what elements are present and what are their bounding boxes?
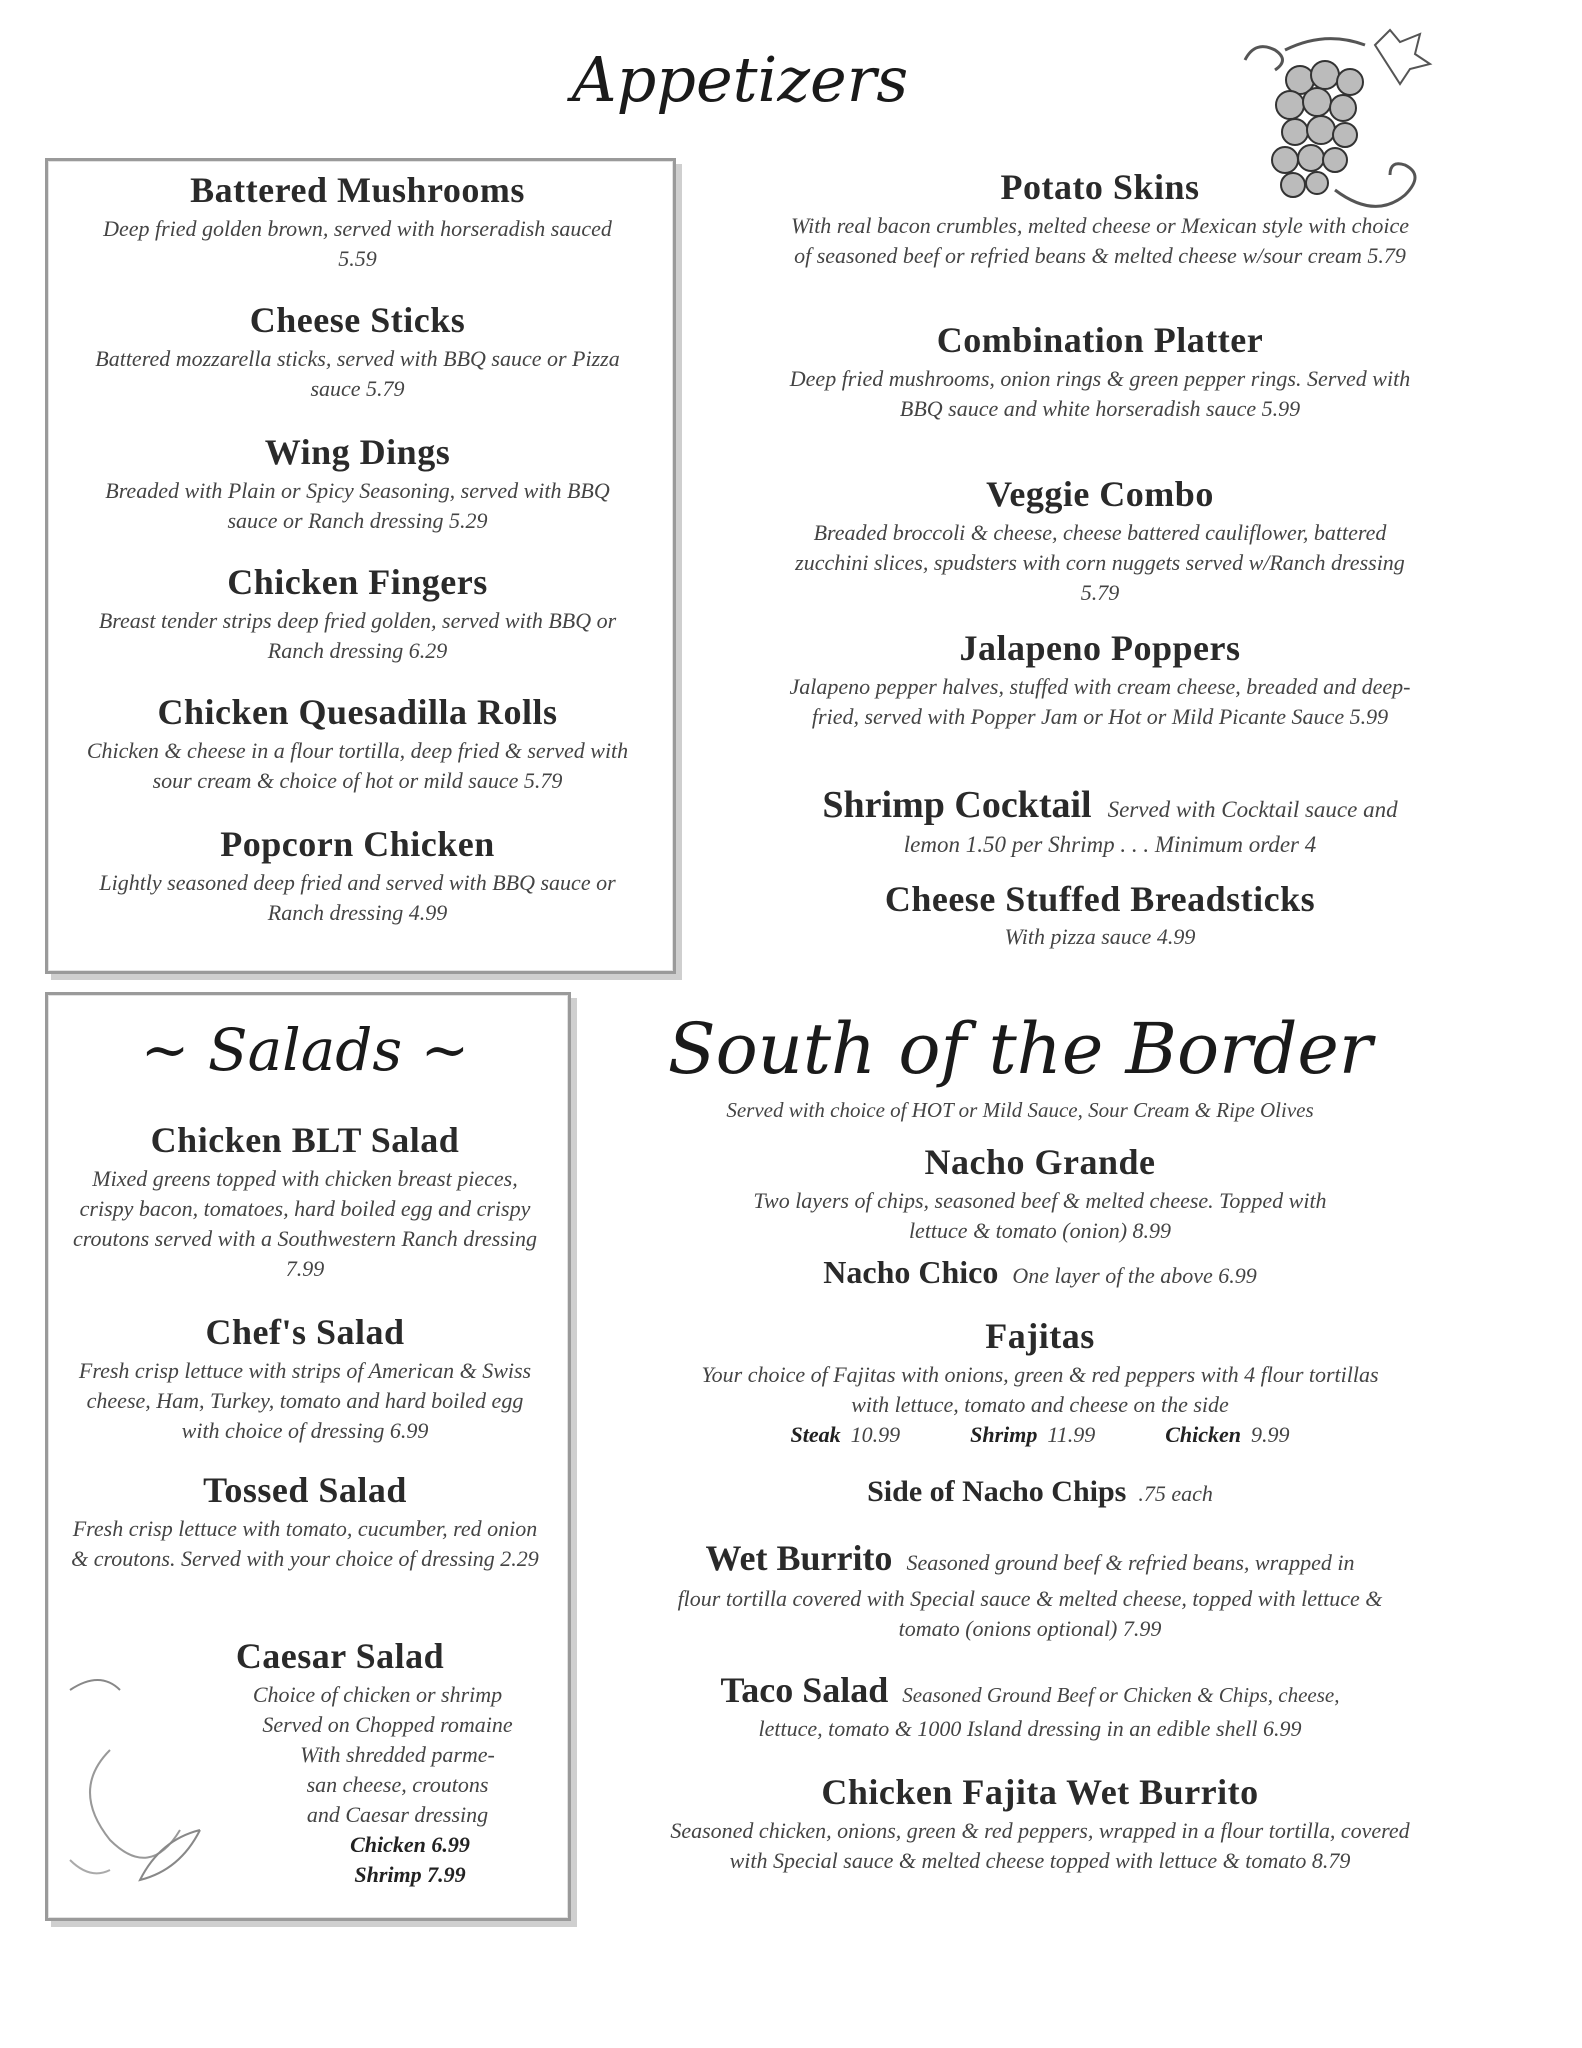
menu-item-name: Shrimp Cocktail [822,784,1092,826]
taco-salad-row [610,1668,1450,1717]
menu-item-desc: Fresh crisp lettuce with strips of American & Swiss cheese, Ham, Turkey, tomato and hard boiled egg with choice of dressing 6.99 [78,1358,532,1443]
menu-item-desc: Served with Cocktail sauce and [1107,797,1398,822]
menu-item-desc: Choice of chicken or shrimp [252,1682,503,1707]
fajita-option-label: Chicken [1165,1422,1242,1447]
menu-item-name: Veggie Combo [986,474,1214,514]
menu-item-desc: Deep fried golden brown, served with horseradish sauced 5.59 [103,216,612,271]
menu-item-desc: Seasoned chicken, onions, green & red peppers, wrapped in a flour tortilla, covered with Special sauce & melted cheese topped with lettuce & tomato 8.79 [670,1818,1410,1873]
menu-item-desc: lettuce, tomato & 1000 Island dressing in an edible shell 6.99 [758,1716,1302,1741]
menu-item-name: Chicken Fingers [227,562,488,602]
menu-item-desc: Breaded broccoli & cheese, cheese battered cauliflower, battered zucchini slices, spudsters with corn nuggets served w/Ranch dressing 5.79 [795,520,1405,605]
menu-item-desc: lemon 1.50 per Shrimp . . . Minimum order 4 [903,832,1317,857]
menu-item-desc: Chicken & cheese in a flour tortilla, deep fried & served with sour cream & choice of hot or mild sauce 5.79 [86,738,629,793]
fajita-option [970,1420,1095,1450]
menu-item-name: Jalapeno Poppers [959,628,1241,668]
menu-item-desc: Battered mozzarella sticks, served with BBQ sauce or Pizza sauce 5.79 [95,346,620,401]
menu-item-name: Chicken BLT Salad [150,1120,460,1160]
menu-item-desc: Mixed greens topped with chicken breast pieces, crispy bacon, tomatoes, hard boiled egg and crispy croutons served with a Southwestern Ranch dressing 7.99 [73,1166,537,1281]
nacho-chico-row [700,1250,1380,1298]
menu-item-name: Cheese Stuffed Breadsticks [884,879,1316,919]
border-title: South of the Border [667,1008,1373,1090]
menu-item-price: Chicken 6.99 [350,1832,470,1857]
menu-item-name: Side of Nacho Chips [867,1475,1127,1508]
fajita-option [790,1420,900,1450]
appetizers-title: Appetizers [571,43,909,116]
menu-item-desc: Fresh crisp lettuce with tomato, cucumber, red onion & croutons. Served with your choice of dressing 2.29 [71,1516,539,1571]
menu-item-desc: With real bacon crumbles, melted cheese or Mexican style with choice of seasoned beef or refried beans & melted cheese w/sour cream 5.79 [790,213,1410,268]
menu-item-desc: With pizza sauce 4.99 [1004,924,1196,949]
menu-item-name: Chicken Fajita Wet Burrito [821,1772,1259,1812]
menu-item-name: Battered Mushrooms [190,170,525,210]
salads-title: ~ Salads ~ [140,1016,470,1084]
menu-item-name: Tossed Salad [203,1470,407,1510]
menu-item-name: Nacho Grande [924,1142,1156,1182]
fajita-option-label: Steak [790,1422,841,1447]
menu-item-name: Taco Salad [720,1670,889,1710]
fajita-option-price: 10.99 [850,1422,901,1447]
shrimp-cocktail-row [770,782,1450,833]
menu-item-desc: Served on Chopped romaine [262,1712,513,1737]
fajita-option-label: Shrimp [970,1422,1038,1447]
menu-item-desc: Breaded with Plain or Spicy Seasoning, served with BBQ sauce or Ranch dressing 5.29 [105,478,610,533]
menu-item-desc: san cheese, croutons [306,1772,489,1797]
border-subtitle: Served with choice of HOT or Mild Sauce, Sour Cream & Ripe Olives [726,1098,1314,1122]
menu-item-name: Caesar Salad [235,1636,445,1676]
menu-item-name: Chef's Salad [205,1312,405,1352]
menu-item-price: Shrimp 7.99 [354,1862,466,1887]
menu-item-desc: Deep fried mushrooms, onion rings & green pepper rings. Served with BBQ sauce and white horseradish sauce 5.99 [789,366,1411,421]
menu-item-desc: and Caesar dressing [306,1802,489,1827]
menu-item-name: Chicken Quesadilla Rolls [157,692,558,732]
wet-burrito-row [620,1536,1440,1585]
menu-item-desc: Seasoned ground beef & refried beans, wrapped in [906,1550,1355,1575]
menu-item-desc: Breast tender strips deep fried golden, served with BBQ or Ranch dressing 6.29 [98,608,617,663]
fajita-option-price: 9.99 [1251,1422,1290,1447]
menu-item-name: Combination Platter [936,320,1264,360]
menu-item-name: Fajitas [985,1316,1095,1356]
menu-item-name: Cheese Sticks [249,300,466,340]
menu-item-name: Wet Burrito [705,1538,893,1578]
menu-item-desc: .75 each [1138,1481,1213,1506]
menu-item-desc: One layer of the above 6.99 [1012,1263,1257,1288]
menu-item-desc: Two layers of chips, seasoned beef & melted cheese. Topped with lettuce & tomato (onion) 8.99 [753,1188,1327,1243]
menu-item-desc: Lightly seasoned deep fried and served with BBQ sauce or Ranch dressing 4.99 [99,870,616,925]
menu-item-name: Popcorn Chicken [220,824,495,864]
fajitas-prices [680,1420,1400,1450]
side-chips-row [700,1470,1380,1516]
menu-item-name: Wing Dings [264,432,451,472]
menu-item-desc: With shredded parme- [300,1742,495,1767]
fajita-option-price: 11.99 [1047,1422,1096,1447]
menu-item-desc: flour tortilla covered with Special sauce & melted cheese, topped with lettuce & tomato (onions optional) 7.99 [677,1586,1383,1641]
fajita-option [1165,1420,1289,1450]
menu-item-desc: Seasoned Ground Beef or Chicken & Chips, cheese, [902,1683,1340,1707]
menu-item-desc: Jalapeno pepper halves, stuffed with cream cheese, breaded and deep-fried, served with Popper Jam or Hot or Mild Picante Sauce 5.99 [789,674,1411,729]
menu-item-name: Nacho Chico [823,1254,999,1290]
menu-item-desc: Your choice of Fajitas with onions, green & red peppers with 4 flour tortillas with lettuce, tomato and cheese on the side [701,1362,1379,1417]
menu-item-name: Potato Skins [1000,167,1200,207]
